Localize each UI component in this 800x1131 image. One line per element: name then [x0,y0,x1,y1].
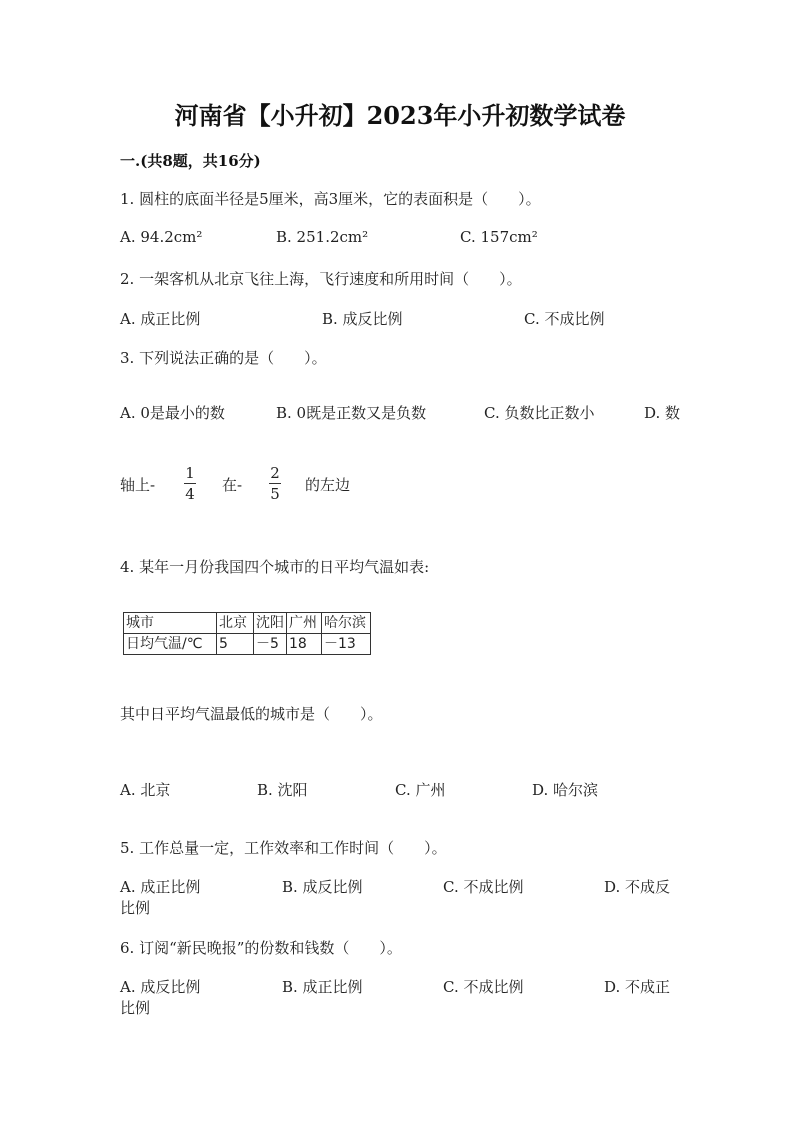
q1-option-c[interactable]: C. 157cm² [460,228,538,246]
q5-option-d[interactable]: D. 不成反 [604,878,671,896]
q2-option-c[interactable]: C. 不成比例 [524,310,605,328]
q6-option-b[interactable]: B. 成正比例 [282,978,363,996]
q1-option-a[interactable]: A. 94.2cm² [120,228,203,246]
q4-option-c[interactable]: C. 广州 [395,781,446,799]
fraction-2-bar [269,483,281,484]
q4-option-a[interactable]: A. 北京 [120,781,171,799]
q5-option-c[interactable]: C. 不成比例 [443,878,524,896]
table-cell: 18 [287,634,322,655]
q6-option-d-wrap: 比例 [120,999,151,1017]
q2-option-a[interactable]: A. 成正比例 [120,310,201,328]
fraction-two-fifths [269,464,281,503]
table-row [124,613,371,634]
q5-option-d-wrap: 比例 [120,899,151,917]
fraction-one-quarter [184,464,196,503]
table-cell: 日均气温/℃ [124,634,217,655]
table-cell: －13 [322,634,371,655]
q3-option-d[interactable]: D. 数 [644,404,681,422]
q4-option-d[interactable]: D. 哈尔滨 [532,781,599,799]
fraction-1-denominator: 4 [185,485,195,503]
q3-option-b[interactable]: B. 0既是正数又是负数 [276,404,427,422]
question-5-text: 5. 工作总量一定，工作效率和工作时间（ ）。 [120,839,447,857]
table-cell: －5 [254,634,287,655]
q2-option-b[interactable]: B. 成反比例 [322,310,403,328]
fraction-1-numerator: 1 [185,464,195,482]
page-title: 河南省【小升初】2023年小升初数学试卷 [174,101,626,130]
table-row [124,634,371,655]
q5-option-b[interactable]: B. 成反比例 [282,878,363,896]
table-cell: 城市 [124,613,217,634]
question-3-text: 3. 下列说法正确的是（ ）。 [120,349,327,367]
fraction-1-bar [184,483,196,484]
table-cell: 广州 [287,613,322,634]
q3-option-d-prefix: 轴上- [120,476,156,494]
table-cell: 沈阳 [254,613,287,634]
q3-option-c[interactable]: C. 负数比正数小 [484,404,595,422]
table-cell: 北京 [217,613,254,634]
q6-option-a[interactable]: A. 成反比例 [120,978,201,996]
q6-option-c[interactable]: C. 不成比例 [443,978,524,996]
q6-option-d[interactable]: D. 不成正 [604,978,671,996]
question-2-text: 2. 一架客机从北京飞往上海，飞行速度和所用时间（ ）。 [120,270,522,288]
fraction-2-numerator: 2 [270,464,280,482]
question-1-text: 1. 圆柱的底面半径是5厘米，高3厘米，它的表面积是（ ）。 [120,190,541,208]
q1-option-b[interactable]: B. 251.2cm² [276,228,369,246]
question-4-text: 4. 某年一月份我国四个城市的日平均气温如表: [120,558,430,576]
q3-option-d-mid: 在- [222,476,243,494]
q5-option-a[interactable]: A. 成正比例 [120,878,201,896]
table-cell: 哈尔滨 [322,613,371,634]
q3-option-d-suffix: 的左边 [305,476,351,494]
temperature-table [123,612,371,655]
fraction-2-denominator: 5 [270,485,280,503]
question-4-prompt: 其中日平均气温最低的城市是（ ）。 [120,705,383,723]
table-cell: 5 [217,634,254,655]
q4-option-b[interactable]: B. 沈阳 [257,781,308,799]
q3-option-a[interactable]: A. 0是最小的数 [120,404,225,422]
question-6-text: 6. 订阅“新民晚报”的份数和钱数（ ）。 [120,939,402,957]
section-heading: 一.(共8题，共16分) [120,152,261,170]
